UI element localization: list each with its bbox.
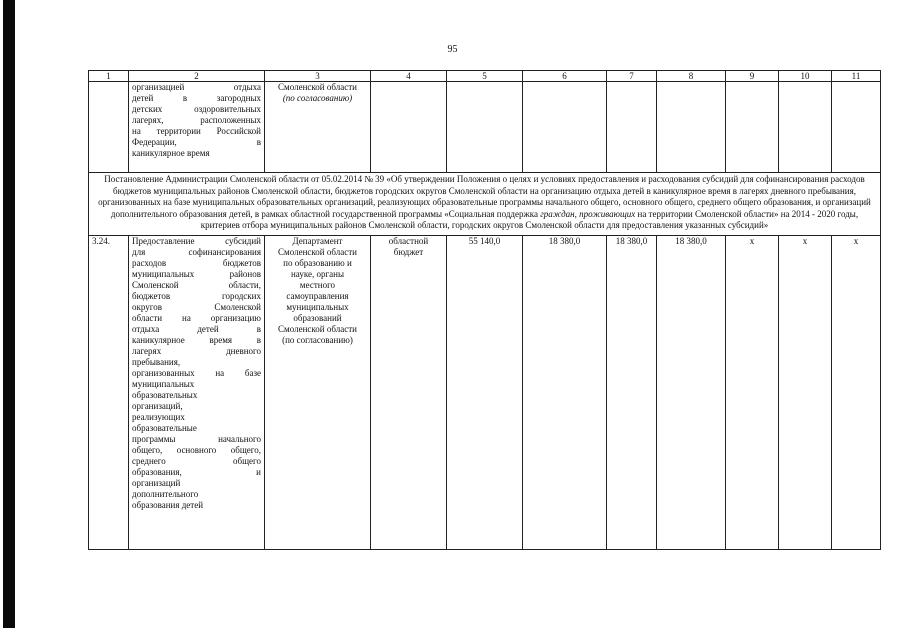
total-amount: 55 140,0	[447, 236, 523, 550]
continued-row	[89, 82, 881, 173]
continued-description: организацией отдыха детей в загородных детских оздоровительных лагерях, расположенных на территории Российской Федерации, в каникулярное время	[129, 82, 265, 173]
column-number-row	[89, 71, 881, 82]
indicator-col-9: х	[726, 236, 779, 550]
col-num-7: 7	[607, 71, 657, 82]
year1-amount: 18 380,0	[523, 236, 607, 550]
page-number: 95	[447, 44, 458, 55]
col-num-3: 3	[265, 71, 371, 82]
item-number: 3.24.	[89, 236, 129, 550]
col-num-9: 9	[726, 71, 779, 82]
col-num-4: 4	[371, 71, 447, 82]
decree-row	[89, 173, 881, 236]
col-num-6: 6	[523, 71, 607, 82]
year2-amount: 18 380,0	[607, 236, 657, 550]
item-executor: Департамент Смоленской области по образованию и науке, органы местного самоуправления муниципальных образований Смоленской области (по согласованию)	[265, 236, 371, 550]
program-table	[88, 70, 881, 550]
scan-edge-shadow	[3, 0, 15, 628]
col-num-5: 5	[447, 71, 523, 82]
col-num-10: 10	[779, 71, 832, 82]
decree-text: Постановление Администрации Смоленской области от 05.02.2014 № 39 «Об утверждении Положения о целях и условиях предоставления и расходования субсидий для софинансирования расходов бюджетов муниципальных районов Смоленской области, бюджетов городских округов Смоленской области на организацию отдыха детей в каникулярное время в лагерях дневного пребывания, организованных на базе муниципальных образовательных организаций, реализующих образовательные программы начального общего, основного общего, среднего общего образования, и организаций дополнительного образования детей, в рамках областной государственной программы «Социальная поддержка граждан, проживающих на территории Смоленской области» на 2014 - 2020 годы, критериев отбора муниципальных районов Смоленской области, городских округов Смоленской области для предоставления указанных субсидий»	[89, 173, 881, 236]
col-num-8: 8	[657, 71, 726, 82]
indicator-col-10: х	[779, 236, 832, 550]
item-description: Предоставление субсидий для софинансирования расходов бюджетов муниципальных районов Смоленской области, бюджетов городских округов Смоленской области на организацию отдыха детей в каникулярное время в лагерях дневного пребывания, организованных на базе муниципальных образовательных организаций, реализующих образовательные программы начального общего, основного общего, среднего общего образования, и организаций дополнительного образования детей	[129, 236, 265, 550]
indicator-col-11: х	[832, 236, 881, 550]
year3-amount: 18 380,0	[657, 236, 726, 550]
col-num-2: 2	[129, 71, 265, 82]
col-num-1: 1	[89, 71, 129, 82]
continued-executor: Смоленской области (по согласованию)	[265, 82, 371, 173]
funding-source: областной бюджет	[371, 236, 447, 550]
item-row-3-24	[89, 236, 881, 550]
col-num-11: 11	[832, 71, 881, 82]
